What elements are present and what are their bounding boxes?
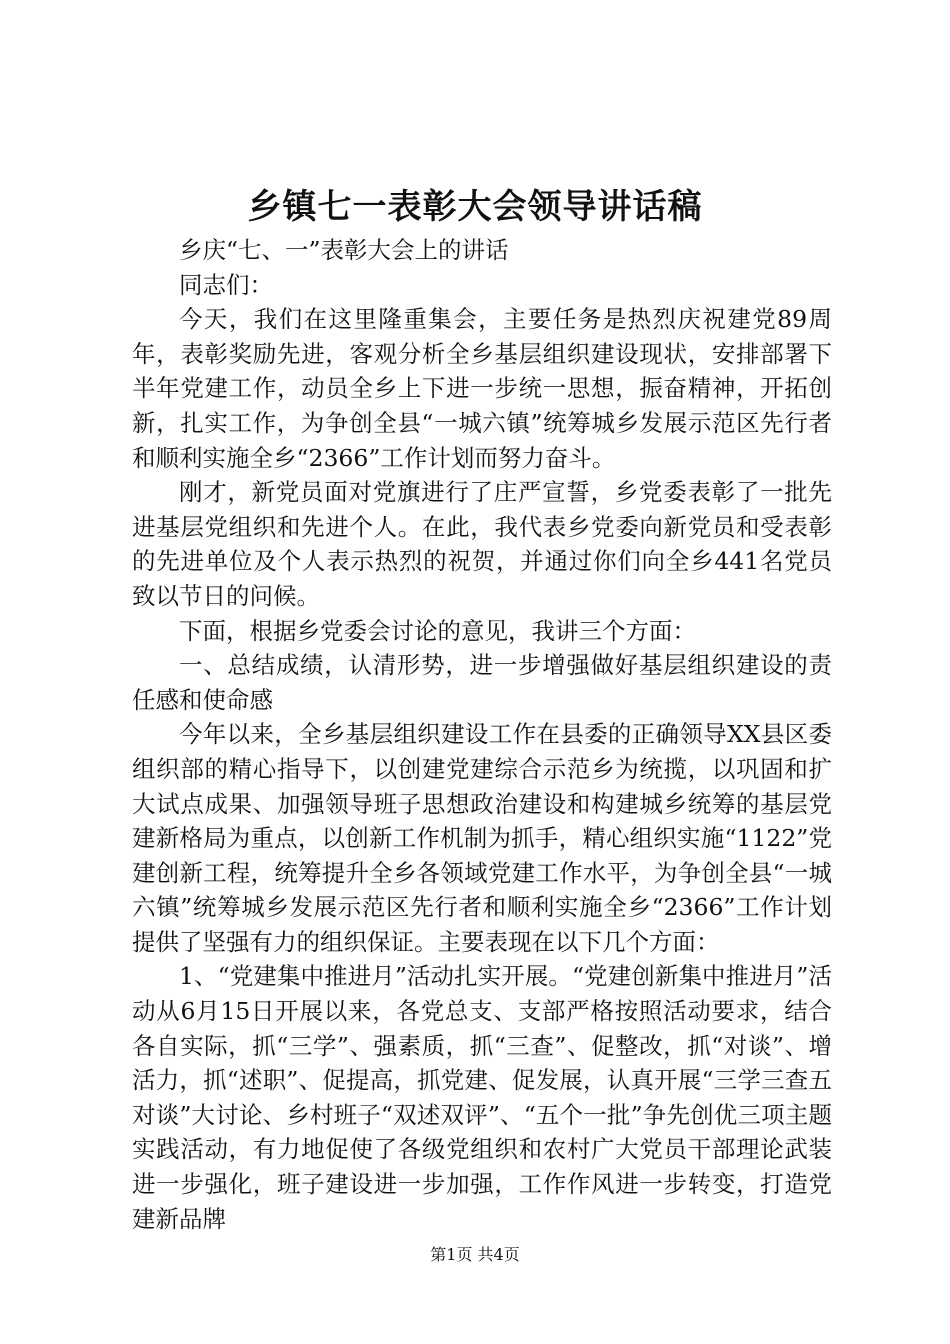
page-number: 第1页 共4页 [430,1245,520,1264]
document-title: 乡镇七一表彰大会领导讲话稿 [247,187,703,227]
paragraph-achievements: 今年以来，全乡基层组织建设工作在县委的正确领导XX县区委组织部的精心指导下，以创建党建综合示范乡为统揽，以巩固和扩大试点成果、加强领导班子思想政治建设和构建城乡统筹的基层党建新格局为重点，以创新工作机制为抓手，精心组织实施“1122”党建创新工程，统筹提升全乡各领域党建工作水平，为争创全县“一城六镇”统筹城乡发展示范区先行者和顺利实施全乡“2366”工作计划提供了坚强有力的组织保证。主要表现在以下几个方面： [132,720,832,956]
paragraph-subtitle: 乡庆“七、一”表彰大会上的讲话 [179,236,509,264]
paragraph-opening: 今天，我们在这里隆重集会，主要任务是热烈庆祝建党89周年，表彰奖励先进，客观分析全乡基层组织建设现状，安排部署下半年党建工作，动员全乡上下进一步统一思想，振奋精神，开拓创新，扎实工作，为争创全县“一城六镇”统筹城乡发展示范区先行者和顺利实施全乡“2366”工作计划而努力奋斗。 [132,305,832,472]
section-heading-1: 一、总结成绩，认清形势，进一步增强做好基层组织建设的责任感和使命感 [132,651,832,714]
paragraph-congratulations: 刚才，新党员面对党旗进行了庄严宣誓，乡党委表彰了一批先进基层党组织和先进个人。在此，我代表乡党委向新党员和受表彰的先进单位及个人表示热烈的祝贺，并通过你们向全乡441名党员致以节日的问候。 [132,478,832,610]
paragraph-outline: 下面，根据乡党委会讨论的意见，我讲三个方面： [179,616,696,645]
paragraph-item-1: 1、“党建集中推进月”活动扎实开展。“党建创新集中推进月”活动从6月15日开展以来，各党总支、支部严格按照活动要求，结合各自实际，抓“三学”、强素质，抓“三查”、促整改，抓“对谈”、增活力，抓“述职”、促提高，抓党建、促发展，认真开展“三学三查五对谈”大讨论、乡村班子“双述双评”、“五个一批”争先创优三项主题实践活动，有力地促使了各级党组织和农村广大党员干部理论武装进一步强化，班子建设进一步加强，工作作风进一步转变，打造党建新品牌 [132,962,832,1233]
paragraph-salutation: 同志们： [179,270,273,299]
document-body [132,233,832,1236]
